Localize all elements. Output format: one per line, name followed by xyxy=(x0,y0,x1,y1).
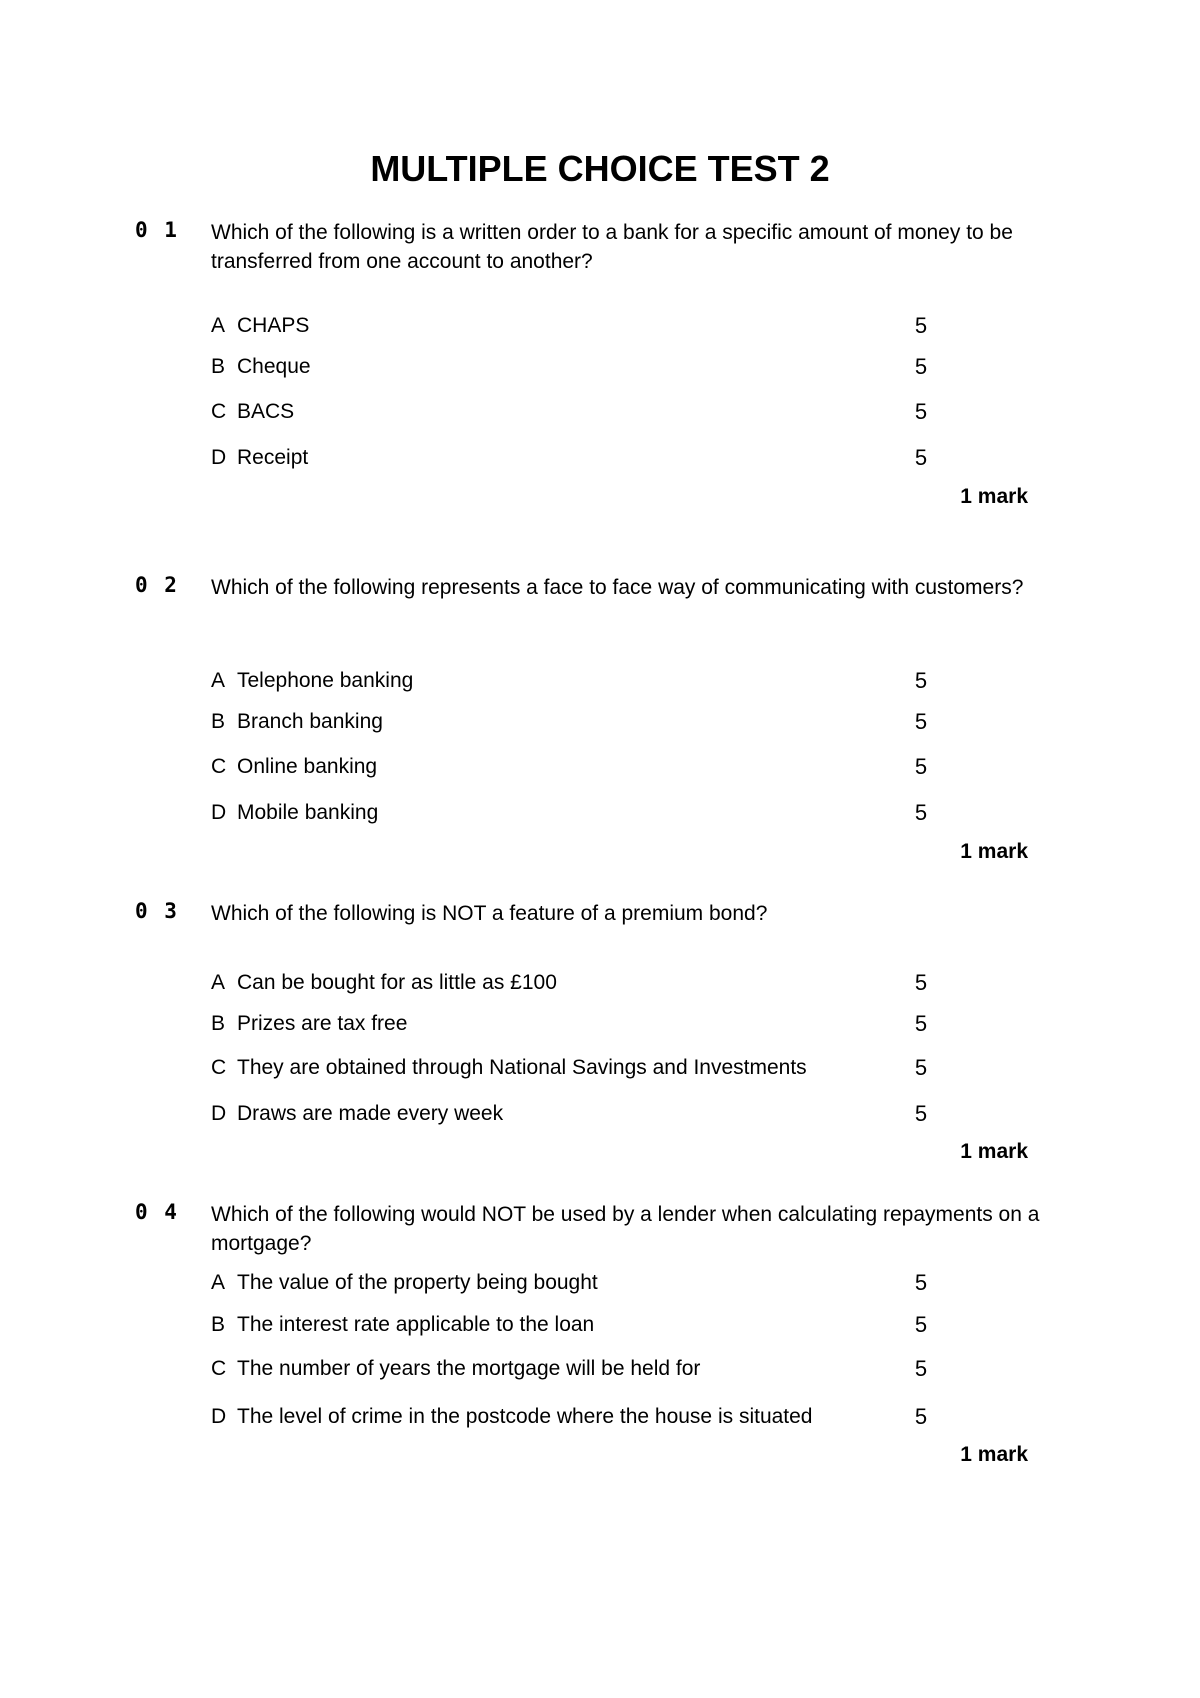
mark-label: 1 mark xyxy=(960,1140,1028,1163)
answer-checkbox[interactable]: 5 xyxy=(914,1270,928,1295)
option-text: The level of crime in the postcode where the house is situated xyxy=(237,1405,813,1428)
answer-checkbox[interactable]: 5 xyxy=(914,1011,928,1036)
option-letter: A xyxy=(211,971,226,994)
mark-label: 1 mark xyxy=(960,1443,1028,1466)
option-text: Prizes are tax free xyxy=(237,1012,408,1035)
option-a[interactable] xyxy=(211,666,1011,696)
answer-checkbox[interactable]: 5 xyxy=(914,970,928,995)
question-text: Which of the following is a written order to a bank for a specific amount of money to be transferred from one account to another? xyxy=(211,221,1013,273)
answer-checkbox[interactable]: 5 xyxy=(914,1101,928,1126)
option-b[interactable] xyxy=(211,707,1011,737)
option-d[interactable] xyxy=(211,443,1011,473)
mark-label: 1 mark xyxy=(960,840,1028,863)
option-a[interactable] xyxy=(211,968,1011,998)
question-number: 0 2 xyxy=(135,573,179,597)
answer-checkbox[interactable]: 5 xyxy=(914,354,928,379)
option-text: The number of years the mortgage will be held for xyxy=(237,1357,701,1380)
question-text: Which of the following would NOT be used by a lender when calculating repayments on a mortgage? xyxy=(211,1203,1040,1255)
question-number: 0 1 xyxy=(135,218,179,242)
option-letter: B xyxy=(211,710,226,733)
option-text: Online banking xyxy=(237,755,378,778)
mark-label: 1 mark xyxy=(960,485,1028,508)
option-letter: C xyxy=(211,755,227,778)
answer-checkbox[interactable]: 5 xyxy=(914,668,928,693)
question-text: Which of the following represents a face to face way of communicating with customers? xyxy=(211,576,1024,599)
option-text: They are obtained through National Savings and Investments xyxy=(237,1056,807,1079)
option-d[interactable] xyxy=(211,1099,1011,1129)
answer-checkbox[interactable]: 5 xyxy=(914,800,928,825)
option-text: The value of the property being bought xyxy=(237,1271,598,1294)
answer-checkbox[interactable]: 5 xyxy=(914,445,928,470)
option-c[interactable] xyxy=(211,1053,1011,1083)
option-letter: B xyxy=(211,355,226,378)
option-text: CHAPS xyxy=(237,314,310,337)
option-text: BACS xyxy=(237,400,295,423)
option-letter: D xyxy=(211,801,227,824)
option-text: Telephone banking xyxy=(237,669,414,692)
option-a[interactable] xyxy=(211,311,1011,341)
option-b[interactable] xyxy=(211,1009,1011,1039)
option-text: Mobile banking xyxy=(237,801,379,824)
option-letter: A xyxy=(211,1271,226,1294)
option-letter: C xyxy=(211,1056,227,1079)
option-c[interactable] xyxy=(211,1354,1011,1384)
option-letter: D xyxy=(211,1102,227,1125)
option-text: Draws are made every week xyxy=(237,1102,504,1125)
option-d[interactable] xyxy=(211,798,1011,828)
question-text: Which of the following is NOT a feature of a premium bond? xyxy=(211,902,768,925)
answer-checkbox[interactable]: 5 xyxy=(914,754,928,779)
option-c[interactable] xyxy=(211,397,1011,427)
option-text: The interest rate applicable to the loan xyxy=(237,1313,595,1336)
option-text: Branch banking xyxy=(237,710,383,733)
question-number: 0 3 xyxy=(135,899,179,923)
option-b[interactable] xyxy=(211,1310,1011,1340)
option-text: Receipt xyxy=(237,446,309,469)
answer-checkbox[interactable]: 5 xyxy=(914,1356,928,1381)
answer-checkbox[interactable]: 5 xyxy=(914,313,928,338)
option-c[interactable] xyxy=(211,752,1011,782)
option-text: Cheque xyxy=(237,355,311,378)
answer-checkbox[interactable]: 5 xyxy=(914,1055,928,1080)
question-number: 0 4 xyxy=(135,1200,179,1224)
option-a[interactable] xyxy=(211,1268,1011,1298)
option-d[interactable] xyxy=(211,1402,1011,1432)
option-letter: D xyxy=(211,1405,227,1428)
option-letter: B xyxy=(211,1012,226,1035)
option-letter: A xyxy=(211,314,226,337)
option-b[interactable] xyxy=(211,352,1011,382)
option-letter: D xyxy=(211,446,227,469)
option-letter: C xyxy=(211,1357,227,1380)
answer-checkbox[interactable]: 5 xyxy=(914,399,928,424)
option-letter: A xyxy=(211,669,226,692)
page-title: MULTIPLE CHOICE TEST 2 xyxy=(370,148,830,189)
answer-checkbox[interactable]: 5 xyxy=(914,709,928,734)
answer-checkbox[interactable]: 5 xyxy=(914,1312,928,1337)
answer-checkbox[interactable]: 5 xyxy=(914,1404,928,1429)
option-letter: B xyxy=(211,1313,226,1336)
option-letter: C xyxy=(211,400,227,423)
option-text: Can be bought for as little as £100 xyxy=(237,971,557,994)
